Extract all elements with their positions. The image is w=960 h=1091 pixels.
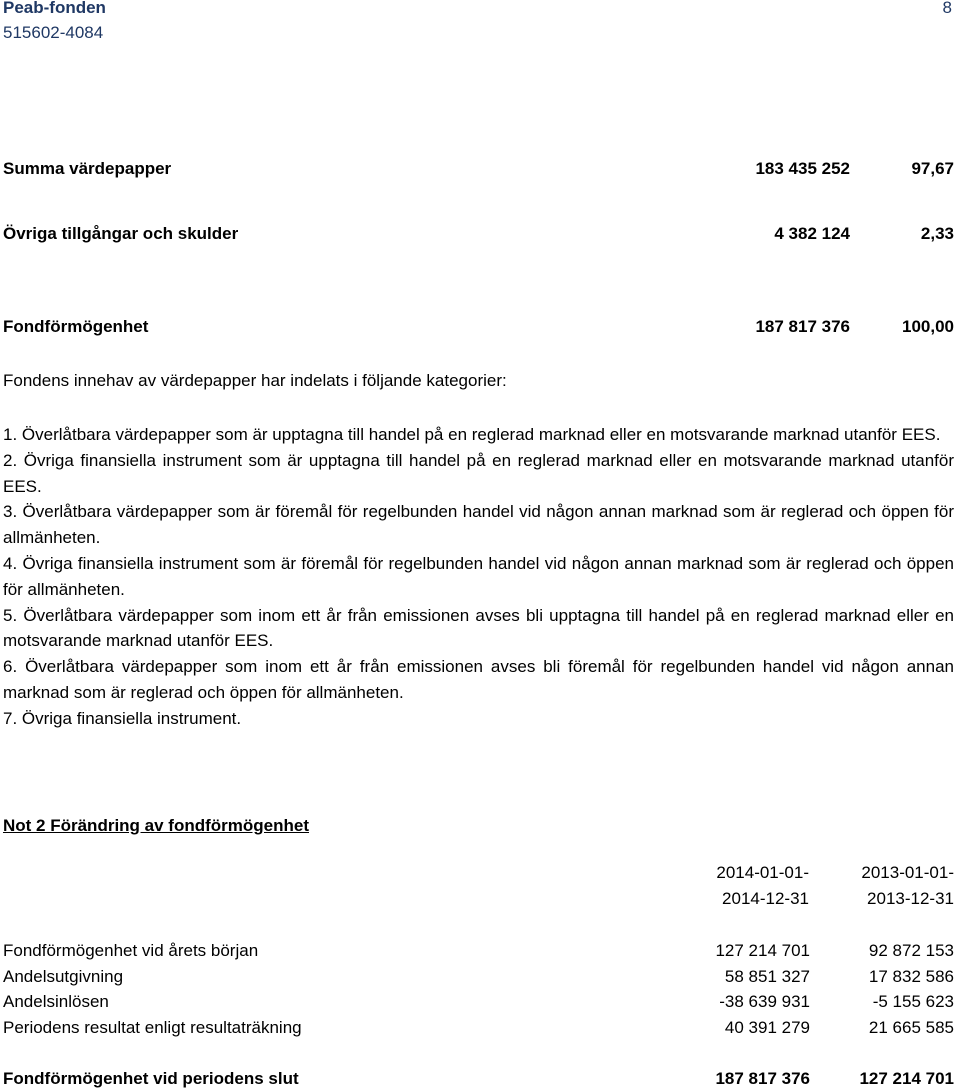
- summary-percent: 2,33: [920, 224, 954, 243]
- page-number: 8: [942, 0, 952, 17]
- category-item: 5. Överlåtbara värdepapper som inom ett år från emissionen avses bli upptagna till handel på en reglerad marknad eller en motsvarande marknad utanför EES.: [3, 605, 954, 651]
- period-start: 2013-01-01-: [861, 863, 954, 882]
- row-label: Fondförmögenhet vid årets början: [3, 941, 259, 960]
- summary-value: 4 382 124: [774, 224, 850, 243]
- total-value-2013: 127 214 701: [859, 1069, 954, 1088]
- category-item: 2. Övriga finansiella instrument som är upptagna till handel på en reglerad marknad eller en motsvarande marknad utanför EES.: [3, 450, 954, 496]
- total-label: Fondförmögenhet vid periodens slut: [3, 1069, 299, 1088]
- change-row: [3, 1016, 954, 1040]
- period-header-2014: [716, 860, 809, 912]
- summary-label: Summa värdepapper: [3, 159, 172, 178]
- total-row: [3, 1067, 954, 1091]
- row-value-2013: 92 872 153: [868, 941, 954, 960]
- fund-name: Peab-fonden: [3, 0, 106, 17]
- category-item: 1. Överlåtbara värdepapper som är upptagna till handel på en reglerad marknad eller en motsvarande marknad utanför EES.: [3, 425, 941, 444]
- note-title: Not 2 Förändring av fondförmögenhet: [3, 816, 309, 835]
- row-value-2013: 17 832 586: [868, 967, 954, 986]
- category-item: 3. Överlåtbara värdepapper som är föremål för regelbunden handel vid någon annan marknad som är reglerad och öppen för allmänheten.: [3, 502, 954, 548]
- change-row: [3, 965, 954, 989]
- category-item: 7. Övriga finansiella instrument.: [3, 708, 242, 728]
- categories-intro: Fondens innehav av värdepapper har indelats i följande kategorier:: [3, 371, 507, 390]
- row-value-2013: -5 155 623: [872, 992, 954, 1011]
- summary-value: 187 817 376: [755, 317, 850, 336]
- period-start: 2014-01-01-: [716, 863, 809, 882]
- period-header-2013: [861, 860, 954, 912]
- summary-label: Övriga tillgångar och skulder: [3, 224, 239, 243]
- change-row: [3, 990, 954, 1014]
- summary-row-fund-assets: [3, 317, 954, 339]
- row-value-2014: 127 214 701: [715, 941, 810, 960]
- row-value-2013: 21 665 585: [868, 1018, 954, 1037]
- period-end: 2014-12-31: [722, 889, 809, 908]
- summary-value: 183 435 252: [755, 159, 850, 178]
- summary-row-other-assets: [3, 224, 954, 246]
- row-value-2014: -38 639 931: [719, 992, 810, 1011]
- category-item: 4. Övriga finansiella instrument som är föremål för regelbunden handel vid någon annan marknad som är reglerad och öppen för allmänheten.: [3, 553, 954, 599]
- change-row: [3, 939, 954, 963]
- summary-percent: 97,67: [911, 159, 954, 178]
- category-item: 6. Överlåtbara värdepapper som inom ett år från emissionen avses bli föremål för regelbunden handel vid någon annan marknad som är reglerad och öppen för allmänheten.: [3, 657, 954, 702]
- summary-label: Fondförmögenhet: [3, 317, 149, 336]
- summary-row-securities: [3, 159, 954, 181]
- row-label: Andelsinlösen: [3, 992, 109, 1011]
- total-value-2014: 187 817 376: [715, 1069, 810, 1088]
- row-label: Andelsutgivning: [3, 967, 124, 986]
- categories-list: [3, 422, 954, 732]
- row-value-2014: 40 391 279: [724, 1018, 810, 1037]
- period-end: 2013-12-31: [867, 889, 954, 908]
- summary-percent: 100,00: [902, 317, 954, 336]
- org-number: 515602-4084: [3, 23, 104, 42]
- row-label: Periodens resultat enligt resultaträkning: [3, 1018, 302, 1037]
- row-value-2014: 58 851 327: [724, 967, 810, 986]
